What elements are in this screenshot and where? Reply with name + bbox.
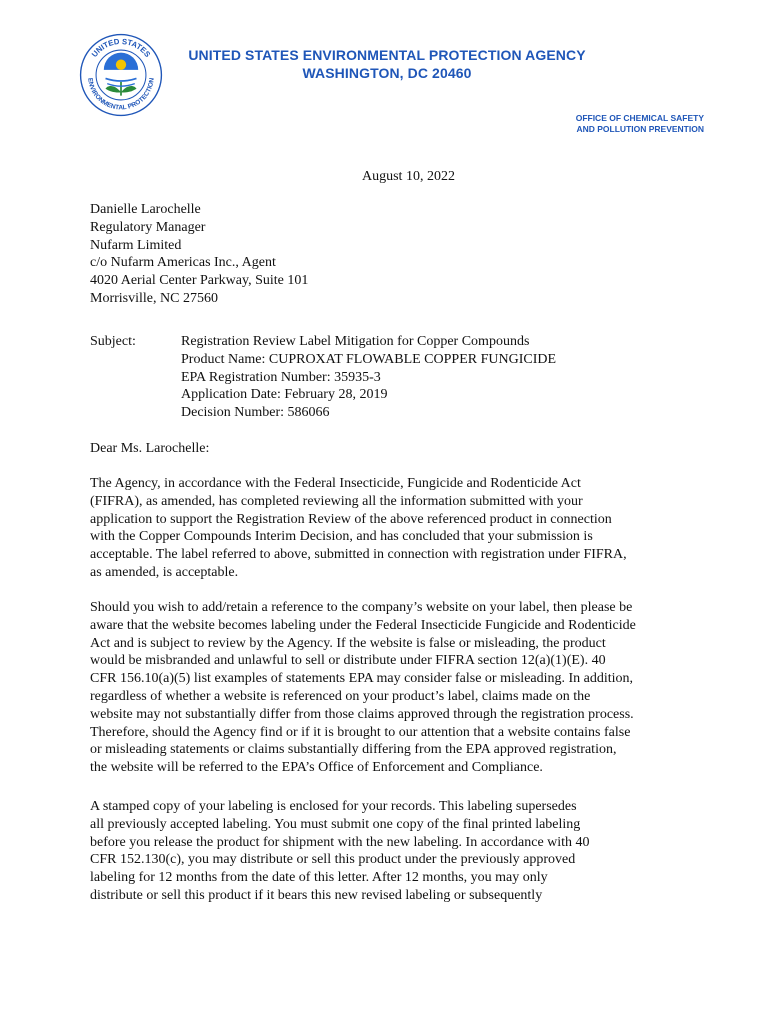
paragraph-line: or misleading statements or claims substantially differing from the EPA approved registration, [90, 742, 617, 758]
paragraph-line: distribute or sell this product if it bears this new revised labeling or subsequently [90, 887, 543, 903]
paragraph-line: before you release the product for shipment with the new labeling. In accordance with 40 [90, 834, 590, 850]
recipient-company: Nufarm Limited [90, 237, 182, 253]
paragraph-1 [90, 475, 690, 582]
subject-line: Registration Review Label Mitigation for Copper Compounds [181, 334, 530, 349]
paragraph-line: would be misbranded and unlawful to sell or distribute under FIFRA section 12(a)(1)(E). 40 [90, 653, 606, 669]
seal-text-bottom: ENVIRONMENTAL PROTECTION [86, 77, 156, 112]
paragraph-line: A stamped copy of your labeling is enclosed for your records. This labeling supersedes [90, 799, 577, 814]
paragraph-line: the website will be referred to the EPA’s Office of Enforcement and Compliance. [90, 760, 543, 776]
paragraph-line: The Agency, in accordance with the Federal Insecticide, Fungicide and Rodenticide Act [90, 476, 581, 491]
recipient-name: Danielle Larochelle [90, 202, 201, 217]
paragraph-line: regardless of whether a website is referenced on your product’s label, claims made on the [90, 688, 591, 704]
paragraph-line: Should you wish to add/retain a reference to the company’s website on your label, then please be [90, 600, 633, 615]
paragraph-line: all previously accepted labeling. You must submit one copy of the final printed labeling [90, 816, 581, 832]
recipient-city: Morrisville, NC 27560 [90, 290, 218, 306]
subject-line: EPA Registration Number: 35935-3 [181, 369, 381, 385]
paragraph-3 [90, 798, 690, 905]
agency-name: UNITED STATES ENVIRONMENTAL PROTECTION AGENCY [188, 47, 586, 63]
subject-line: Decision Number: 586066 [181, 405, 330, 421]
office-name-line-2: AND POLLUTION PREVENTION [576, 124, 704, 134]
paragraph-line: CFR 156.10(a)(5) list examples of statements EPA may consider false or misleading. In addition, [90, 671, 634, 687]
paragraph-line: aware that the website becomes labeling under the Federal Insecticide Fungicide and Rodenticide [90, 617, 636, 633]
paragraph-line: (FIFRA), as amended, has completed reviewing all the information submitted with your [90, 493, 583, 509]
recipient-title: Regulatory Manager [90, 219, 206, 235]
recipient-street: 4020 Aerial Center Parkway, Suite 101 [90, 273, 309, 289]
paragraph-line: Act and is subject to review by the Agency. If the website is false or misleading, the product [90, 635, 606, 651]
paragraph-line: CFR 152.130(c), you may distribute or sell this product under the previously approved [90, 852, 576, 868]
recipient-agent: c/o Nufarm Americas Inc., Agent [90, 255, 276, 271]
salutation: Dear Ms. Larochelle: [90, 441, 210, 456]
subject-block [181, 333, 556, 422]
seal-text-top: UNITED STATES [89, 36, 153, 59]
letter-date: August 10, 2022 [362, 169, 455, 184]
office-name-line-1: OFFICE OF CHEMICAL SAFETY [575, 113, 704, 123]
agency-city: WASHINGTON, DC 20460 [302, 65, 472, 81]
paragraph-line: Therefore, should the Agency find or if it is brought to our attention that a website contains false [90, 724, 631, 740]
recipient-address [90, 201, 308, 308]
paragraph-line: acceptable. The label referred to above, submitted in connection with registration under FIFRA, [90, 547, 627, 563]
paragraph-line: with the Copper Compounds Interim Decision, and has concluded that your submission is [90, 529, 593, 545]
subject-line: Product Name: CUPROXAT FLOWABLE COPPER FUNGICIDE [181, 351, 557, 367]
paragraph-2 [90, 599, 690, 777]
paragraph-line: labeling for 12 months from the date of this letter. After 12 months, you may only [90, 870, 548, 886]
paragraph-line: application to support the Registration Review of the above referenced product in connection [90, 511, 612, 527]
paragraph-line: as amended, is acceptable. [90, 564, 239, 580]
subject-label: Subject: [90, 334, 136, 349]
subject-line: Application Date: February 28, 2019 [181, 387, 388, 403]
paragraph-line: website may not substantially differ from those claims approved through the registration process. [90, 706, 634, 722]
